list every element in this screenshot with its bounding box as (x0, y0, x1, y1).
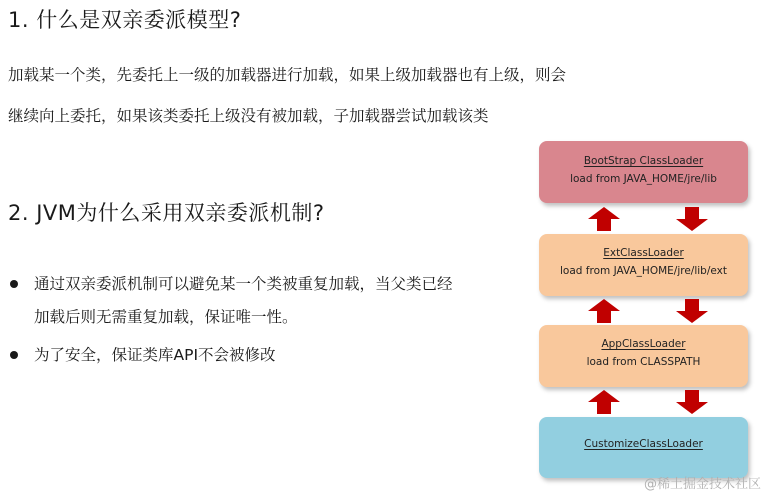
bullet-dot-icon (10, 351, 18, 359)
arrow-up-icon (588, 299, 620, 323)
definition-paragraph-line1: 加载某一个类，先委托上一级的加载器进行加载，如果上级加载器也有上级，则会 (8, 66, 567, 84)
bullet-dot-icon (10, 280, 18, 288)
heading-what-is-parent-delegation: 1. 什么是双亲委派模型? (8, 8, 242, 32)
arrow-up-icon (588, 207, 620, 231)
heading-why-parent-delegation: 2. JVM为什么采用双亲委派机制? (8, 201, 325, 225)
bullet-text-continuation: 加载后则无需重复加载，保证唯一性。 (34, 308, 298, 326)
arrow-down-icon (676, 299, 708, 323)
app-classloader-path: load from CLASSPATH (586, 356, 701, 368)
arrow-down-icon (676, 390, 708, 414)
app-classloader-name: AppClassLoader (601, 338, 686, 350)
arrow-up-icon (588, 390, 620, 414)
ext-classloader-path: load from JAVA_HOME/jre/lib/ext (560, 265, 727, 277)
definition-paragraph-line2: 继续向上委托，如果该类委托上级没有被加载，子加载器尝试加载该类 (8, 107, 489, 125)
bootstrap-classloader-box (539, 141, 748, 203)
bullet-text: 为了安全，保证类库API不会被修改 (34, 346, 276, 364)
watermark: @稀土掘金技术社区 (643, 477, 761, 492)
customize-classloader-name: CustomizeClassLoader (584, 438, 703, 450)
ext-classloader-name: ExtClassLoader (603, 247, 684, 259)
customize-classloader-box (539, 417, 748, 478)
app-classloader-box (539, 325, 748, 387)
bootstrap-classloader-name: BootStrap ClassLoader (583, 155, 704, 167)
bullet-item-continuation (34, 305, 298, 327)
ext-classloader-box (539, 234, 748, 296)
bullet-text: 通过双亲委派机制可以避免某一个类被重复加载，当父类已经 (34, 275, 453, 293)
bootstrap-classloader-path: load from JAVA_HOME/jre/lib (570, 173, 717, 185)
arrow-down-icon (676, 207, 708, 231)
